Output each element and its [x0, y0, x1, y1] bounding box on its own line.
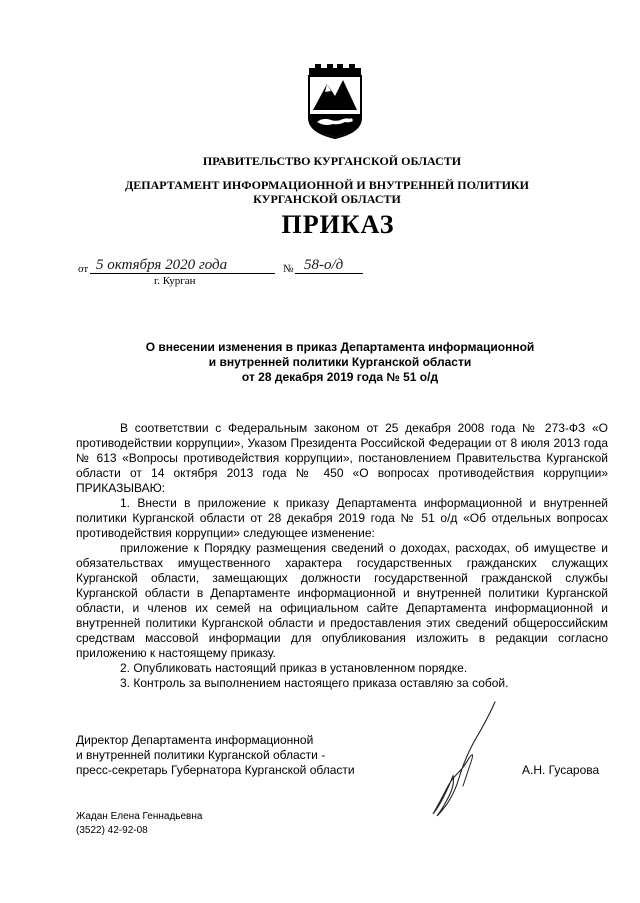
handwritten-order-number: 58-о/д: [304, 257, 344, 273]
handwritten-signature: [425, 700, 515, 820]
preamble-paragraph: В соответствии с Федеральным законом от 25 декабря 2008 года № 273-ФЗ «О противодействии коррупции», Указом Президента Российской Федерации от 8 июля 2013 года № 613 «Вопросы противодействия коррупции», постановлением Правительства Курганской области от 14 октября 2013 года № 450 «О вопросах противодействия коррупции» ПРИКАЗЫВАЮ:: [76, 421, 608, 495]
signatory-position-line2: и внутренней политики Курганской области -: [76, 748, 326, 762]
handwritten-date: 5 октября 2020 года: [96, 257, 228, 273]
executor-info: [76, 810, 202, 838]
subject-line3: от 28 декабря 2019 года № 51 о/д: [241, 370, 439, 384]
department-title-line1: ДЕПАРТАМЕНТ ИНФОРМАЦИОННОЙ И ВНУТРЕННЕЙ ПОЛИТИКИ: [125, 178, 529, 192]
date-from-label: от: [78, 263, 89, 275]
signatory-position-line3: пресс-секретарь Губернатора Курганской области: [76, 763, 355, 777]
number-label: №: [283, 263, 294, 275]
department-title-line2: КУРГАНСКОЙ ОБЛАСТИ: [253, 192, 401, 206]
clause-1-paragraph: 1. Внести в приложение к приказу Департамента информационной и внутренней политики Курганской области от 28 декабря 2019 года № 51 о/д «Об отдельных вопросах противодействия коррупции» следующее изменение:: [76, 496, 608, 540]
issuing-city: г. Курган: [154, 275, 196, 287]
subject-line1: О внесении изменения в приказ Департамента информационной: [145, 340, 535, 354]
clause-3-paragraph: 3. Контроль за выполнением настоящего приказа оставляю за собой.: [120, 676, 509, 690]
executor-name: Жадан Елена Геннадьевна: [76, 811, 203, 822]
department-title: [0, 178, 640, 206]
signatory-position: [76, 733, 355, 778]
government-title: ПРАВИТЕЛЬСТВО КУРГАНСКОЙ ОБЛАСТИ: [202, 154, 462, 168]
executor-phone: (3522) 42-92-08: [76, 825, 148, 836]
signatory-position-line1: Директор Департамента информационной: [76, 733, 314, 747]
coat-of-arms-emblem: [305, 62, 365, 140]
subject-line2: и внутренней политики Курганской области: [208, 355, 472, 369]
order-dateline: [78, 257, 378, 277]
order-body: [76, 421, 608, 691]
clause-1-amendment-text: приложение к Порядку размещения сведений о доходах, расходах, об имуществе и обязательствах имущественного характера государственных гражданских служащих Курганской области, замещающих должности государственной гражданской службы Курганской области в Департаменте информационной и внутренней политики Курганской области, и членов их семей на официальном сайте Департамента информационной и внутренней политики Курганской области и предоставления этих сведений общероссийским средствам массовой информации для опубликования изложить в редакции согласно приложению к настоящему приказу.: [76, 541, 608, 660]
document-type-title: ПРИКАЗ: [281, 210, 395, 239]
order-subject: [0, 340, 640, 385]
clause-2-paragraph: 2. Опубликовать настоящий приказ в установленном порядке.: [120, 661, 468, 675]
signatory-name: А.Н. Гусарова: [522, 763, 600, 777]
